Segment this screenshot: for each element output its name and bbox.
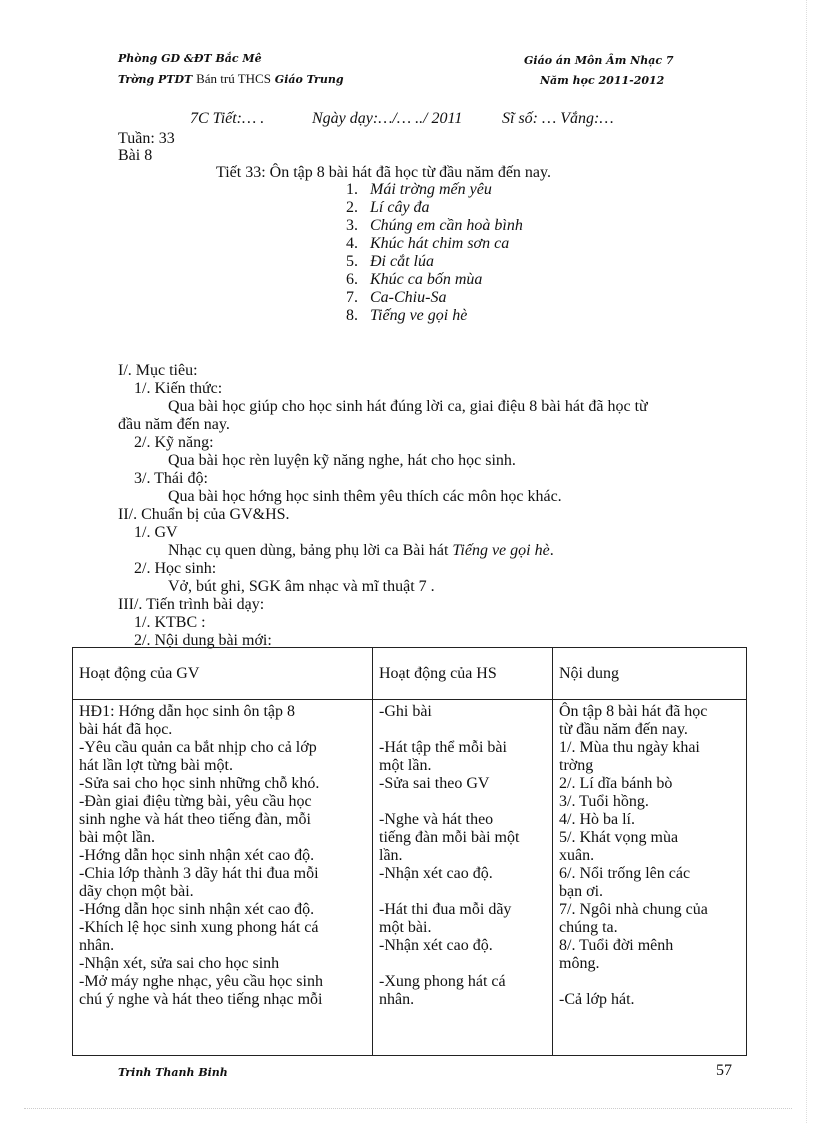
teacher-prep-text: Nhạc cụ quen dùng, bảng phụ lời ca Bài hát Tiếng ve gọi hè. — [168, 542, 554, 559]
content-cell: Ôn tập 8 bài hát đã học từ đầu năm đến nay. 1/. Mùa thu ngày khai trờng 2/. Lí dĩa bánh bò 3/. Tuổi hồng. 4/. Hò ba lí. 5/. Khát vọng mùa xuân. 6/. Nổi trống lên các bạn ơi. 7/. Ngôi nhà chung của chúng ta. 8/. Tuổi đời mênh mông. -Cả lớp hát. — [553, 700, 747, 1056]
student-prep-text: Vở, bút ghi, SGK âm nhạc và mĩ thuật 7 . — [168, 578, 435, 595]
song-item: 2. Lí cây đa — [346, 199, 430, 216]
subsection-knowledge: 1/. Kiến thức: — [134, 380, 223, 397]
song-item: 7. Ca-Chiu-Sa — [346, 289, 447, 306]
song-item: 1. Mái trờng mến yêu — [346, 181, 492, 198]
teacher-activity-cell: HĐ1: Hớng dẫn học sinh ôn tập 8 bài hát đã học. -Yêu cầu quản ca bắt nhịp cho cả lớp hát lần lợt từng bài một. -Sửa sai cho học sinh những chỗ khó. -Đàn giai điệu từng bài, yêu cầu học sinh nghe và hát theo tiếng đàn, mỗi bài một lần. -Hớng dẫn học sinh nhận xét cao độ. -Chia lớp thành 3 dãy hát thi đua mỗi dãy chọn một bài. -Hớng dẫn học sinh nhận xét cao độ. -Khích lệ học sinh xung phong hát cá nhân. -Nhận xét, sửa sai cho học sinh -Mở máy nghe nhạc, yêu cầu học sinh chú ý nghe và hát theo tiếng nhạc mỗi — [73, 700, 373, 1056]
header-student-activity: Hoạt động của HS — [373, 648, 553, 700]
header-school-year: Năm học 2011-2012 — [540, 74, 665, 87]
table-row — [73, 700, 747, 1056]
attitude-text: Qua bài học hớng học sinh thêm yêu thích các môn học khác. — [168, 488, 562, 505]
song-item: 5. Đi cắt lúa — [346, 253, 434, 270]
table-header-row — [73, 648, 747, 700]
song-item: 3. Chúng em cần hoà bình — [346, 217, 523, 234]
song-list — [346, 181, 523, 325]
section-preparation: II/. Chuẩn bị của GV&HS. — [118, 506, 290, 523]
song-item: 8. Tiếng ve gọi hè — [346, 307, 468, 324]
header-content: Nội dung — [553, 648, 747, 700]
song-item: 6. Khúc ca bốn mùa — [346, 271, 483, 288]
bottom-divider — [24, 1108, 792, 1109]
header-school-office: Phòng GD &ĐT Bắc Mê — [118, 52, 262, 65]
header-subject: Giáo án Môn Âm Nhạc 7 — [524, 54, 674, 67]
class-period-line: 7C Tiết:… . — [190, 110, 265, 127]
teaching-date-line: Ngày dạy:…/… ../ 2011 — [312, 110, 463, 127]
right-edge-guide — [806, 0, 807, 1123]
student-activity-cell: -Ghi bài -Hát tập thể mỗi bài một lần. -Sửa sai theo GV -Nghe và hát theo tiếng đàn mỗi bài một lần. -Nhận xét cao độ. -Hát thi đua mỗi dãy một bài. -Nhận xét cao độ. -Xung phong hát cá nhân. — [373, 700, 553, 1056]
subsection-new-content: 2/. Nội dung bài mới: — [134, 632, 272, 649]
page-number: 57 — [716, 1062, 732, 1079]
header-school-name — [118, 70, 344, 89]
knowledge-text-a: Qua bài học giúp cho học sinh hát đúng lời ca, giai điệu 8 bài hát đã học từ — [168, 398, 648, 415]
subsection-attitude: 3/. Thái độ: — [134, 470, 208, 487]
header-school-c: Giáo Trung — [274, 73, 344, 86]
header-school-b: Bán trú THCS — [196, 71, 271, 86]
attendance-line: Sĩ số: … Vắng:… — [502, 110, 614, 127]
header-teacher-activity: Hoạt động của GV — [73, 648, 373, 700]
lesson-title: Tiết 33: Ôn tập 8 bài hát đã học từ đầu năm đến nay. — [216, 164, 551, 181]
section-procedure: III/. Tiến trình bài dạy: — [118, 596, 265, 613]
section-objectives: I/. Mục tiêu: — [118, 362, 198, 379]
subsection-teacher: 1/. GV — [134, 524, 178, 541]
header-school-a: Trờng PTDT — [118, 73, 193, 86]
week-number: Tuần: 33 — [118, 130, 175, 147]
subsection-review: 1/. KTBC : — [134, 614, 206, 631]
footer-author: Trinh Thanh Binh — [118, 1066, 228, 1079]
lesson-number: Bài 8 — [118, 147, 153, 164]
activity-table — [72, 647, 747, 1056]
subsection-skills: 2/. Kỹ năng: — [134, 434, 214, 451]
skills-text: Qua bài học rèn luyện kỹ năng nghe, hát cho học sinh. — [168, 452, 516, 469]
knowledge-text-b: đầu năm đến nay. — [118, 416, 230, 433]
subsection-students: 2/. Học sinh: — [134, 560, 217, 577]
song-item: 4. Khúc hát chim sơn ca — [346, 235, 510, 252]
